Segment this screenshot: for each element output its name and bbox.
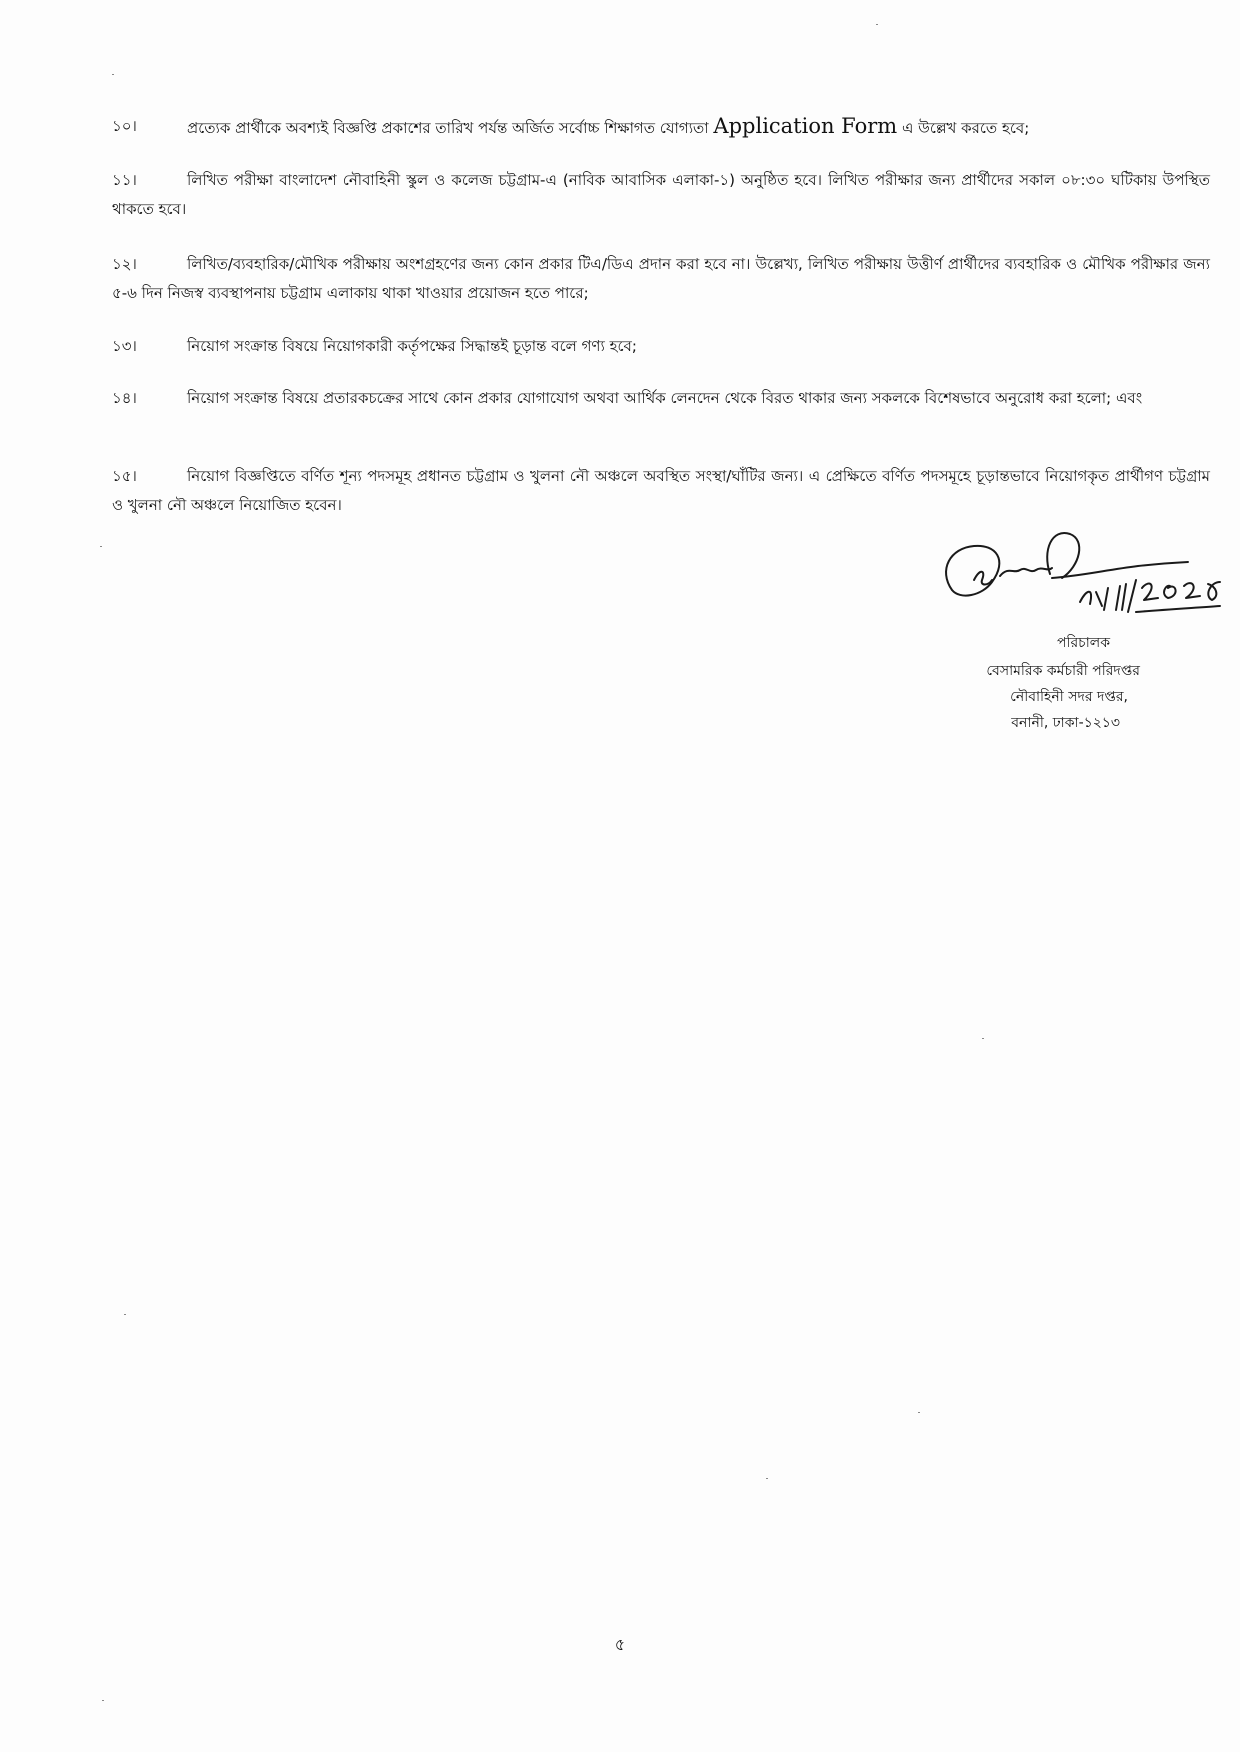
handwritten-signature [930, 530, 1230, 640]
clause-text: নিয়োগ সংক্রান্ত বিষয়ে নিয়োগকারী কর্তৃপক্ষের সিদ্ধান্তই চূড়ান্ত বলে গণ্য হবে; [187, 337, 637, 355]
clause-12 [112, 250, 1210, 308]
page-number: ৫ [614, 1635, 626, 1654]
clause-number: ১২। [112, 255, 137, 273]
scan-speck [112, 74, 114, 75]
scan-speck [876, 24, 878, 25]
clause-text: লিখিত/ব্যবহারিক/মৌখিক পরীক্ষায় অংশগ্রহণের জন্য কোন প্রকার টিএ/ডিএ প্রদান করা হবে না। উল্লেখ্য, লিখিত পরীক্ষায় উত্তীর্ণ প্রার্থীদের ব্যবহারিক ও মৌখিক পরীক্ষার জন্য ৫-৬ দিন নিজস্ব ব্যবস্থাপনায় চট্টগ্রাম এলাকায় থাকা খাওয়ার প্রয়োজন হতে পারে; [112, 255, 1210, 302]
scan-speck [766, 1478, 768, 1479]
scan-speck [124, 1314, 126, 1315]
clause-number: ১৩। [112, 337, 137, 355]
clause-10 [112, 112, 1210, 143]
scan-speck [102, 1700, 104, 1701]
clause-text: নিয়োগ সংক্রান্ত বিষয়ে প্রতারকচক্রের সাথে কোন প্রকার যোগাযোগ অথবা আর্থিক লেনদেন থেকে বিরত থাকার জন্য সকলকে বিশেষভাবে অনুরোধ করা হলো; এবং [187, 389, 1143, 407]
application-form-term: Application Form [713, 114, 898, 138]
signatory-headquarters: নৌবাহিনী সদর দপ্তর, [1010, 689, 1128, 705]
clause-14 [112, 384, 1210, 413]
clause-number: ১৪। [112, 389, 137, 407]
clause-text: লিখিত পরীক্ষা বাংলাদেশ নৌবাহিনী স্কুল ও কলেজ চট্টগ্রাম-এ (নাবিক আবাসিক এলাকা-১) অনুষ্ঠিত হবে। লিখিত পরীক্ষার জন্য প্রার্থীদের সকাল ০৮:৩০ ঘটিকায় উপস্থিত থাকতে হবে। [112, 171, 1210, 218]
clause-15 [112, 462, 1210, 520]
scan-speck [918, 1412, 920, 1413]
clause-number: ১৫। [112, 467, 137, 485]
clause-number: ১০। [112, 117, 137, 135]
signature-block [920, 530, 1220, 740]
signatory-department: বেসামরিক কর্মচারী পরিদপ্তর [986, 663, 1140, 679]
clause-text: নিয়োগ বিজ্ঞপ্তিতে বর্ণিত শূন্য পদসমূহ প্রধানত চট্টগ্রাম ও খুলনা নৌ অঞ্চলে অবস্থিত সংস্থা/ঘাঁটির জন্য। এ প্রেক্ষিতে বর্ণিত পদসমূহে চূড়ান্তভাবে নিয়োগকৃত প্রার্থীগণ চট্টগ্রাম ও খুলনা নৌ অঞ্চলে নিয়োজিত হবেন। [112, 467, 1210, 514]
clause-text [112, 112, 1210, 143]
scan-speck [982, 1038, 984, 1039]
clause-number: ১১। [112, 171, 137, 189]
signatory-title: পরিচালক [1056, 635, 1110, 651]
signatory-address: বনানী, ঢাকা-১২১৩ [1011, 715, 1120, 731]
clause-13 [112, 332, 1210, 361]
scan-speck [100, 546, 102, 547]
clause-text-part: এ উল্লেখ করতে হবে; [897, 119, 1030, 137]
clause-11 [112, 166, 1210, 224]
clause-text-part: প্রত্যেক প্রার্থীকে অবশ্যই বিজ্ঞপ্তি প্রকাশের তারিখ পর্যন্ত অর্জিত সর্বোচ্চ শিক্ষাগত যোগ্যতা [187, 119, 714, 137]
